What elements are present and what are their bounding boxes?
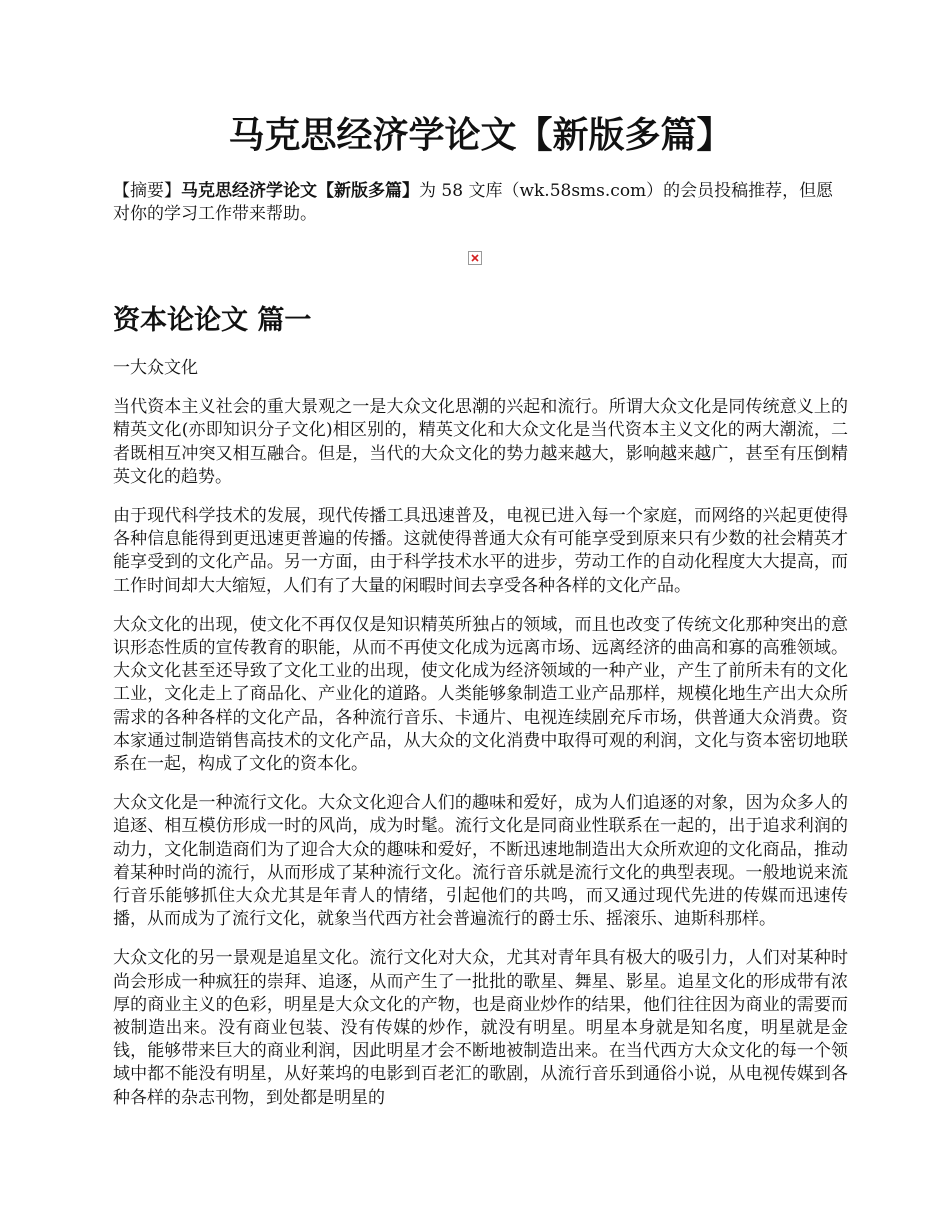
paragraph-4: 大众文化是一种流行文化。大众文化迎合人们的趣味和爱好，成为人们追逐的对象，因为众多人的追逐、相互模仿形成一时的风尚，成为时髦。流行文化是同商业性联系在一起的，出于追求利润的动力，文化制造商们为了迎合大众的趣味和爱好，不断迅速地制造出大众所欢迎的文化商品，推动着某种时尚的流行，从而形成了某种流行文化。流行音乐就是流行文化的典型表现。一般地说来流行音乐能够抓住大众尤其是年青人的情绪，引起他们的共鸣，而又通过现代先进的传媒而迅速传播，从而成为了流行文化，就象当代西方社会普遍流行的爵士乐、摇滚乐、迪斯科那样。 xyxy=(113,793,848,930)
broken-image-icon xyxy=(468,251,482,265)
body-text xyxy=(113,357,848,1126)
paragraph-2: 由于现代科学技术的发展，现代传播工具迅速普及，电视已进入每一个家庭，而网络的兴起更使得各种信息能得到更迅速更普遍的传播。这就使得普通大众有可能享受到原来只有少数的社会精英才能享受到的文化产品。另一方面，由于科学技术水平的进步，劳动工作的自动化程度大大提高，而工作时间却大大缩短，人们有了大量的闲暇时间去享受各种各样的文化产品。 xyxy=(113,506,848,596)
subheading: 一大众文化 xyxy=(113,358,198,378)
abstract-label: 【摘要】 xyxy=(113,181,181,201)
abstract xyxy=(113,180,848,226)
paragraph-1: 当代资本主义社会的重大景观之一是大众文化思潮的兴起和流行。所谓大众文化是同传统意义上的精英文化(亦即知识分子文化)相区别的，精英文化和大众文化是当代资本主义文化的两大潮流，二者既相互冲突又相互融合。但是，当代的大众文化的势力越来越大，影响越来越广，甚至有压倒精英文化的趋势。 xyxy=(113,397,848,487)
paragraph-3: 大众文化的出现，使文化不再仅仅是知识精英所独占的领域，而且也改变了传统文化那种突出的意识形态性质的宣传教育的职能，从而不再使文化成为远离市场、远离经济的曲高和寡的高雅领域。大众文化甚至还导致了文化工业的出现，使文化成为经济领域的一种产业，产生了前所未有的文化工业，文化走上了商品化、产业化的道路。人类能够象制造工业产品那样，规模化地生产出大众所需求的各种各样的文化产品，各种流行音乐、卡通片、电视连续剧充斥市场，供普通大众消费。资本家通过制造销售高技术的文化产品，从大众的文化消费中取得可观的利润，文化与资本密切地联系在一起，构成了文化的资本化。 xyxy=(113,614,848,775)
abstract-text: 为 58 文库（wk.58sms.com）的会员投稿推荐，但愿对你的学习工作带来帮助。 xyxy=(113,181,834,224)
abstract-bold-title: 马克思经济学论文【新版多篇】 xyxy=(181,181,419,201)
section-heading: 资本论论文 篇一 xyxy=(113,305,312,336)
document-title: 马克思经济学论文【新版多篇】 xyxy=(228,114,733,156)
paragraph-5: 大众文化的另一景观是追星文化。流行文化对大众，尤其对青年具有极大的吸引力，人们对某种时尚会形成一种疯狂的崇拜、追逐，从而产生了一批批的歌星、舞星、影星。追星文化的形成带有浓厚的商业主义的色彩，明星是大众文化的产物，也是商业炒作的结果，他们往往因为商业的需要而被制造出来。没有商业包装、没有传媒的炒作，就没有明星。明星本身就是知名度，明星就是金钱，能够带来巨大的商业利润，因此明星才会不断地被制造出来。在当代西方大众文化的每一个领域中都不能没有明星，从好莱坞的电影到百老汇的歌剧，从流行音乐到通俗小说，从电视传媒到各种各样的杂志刊物，到处都是明星的 xyxy=(113,948,848,1108)
